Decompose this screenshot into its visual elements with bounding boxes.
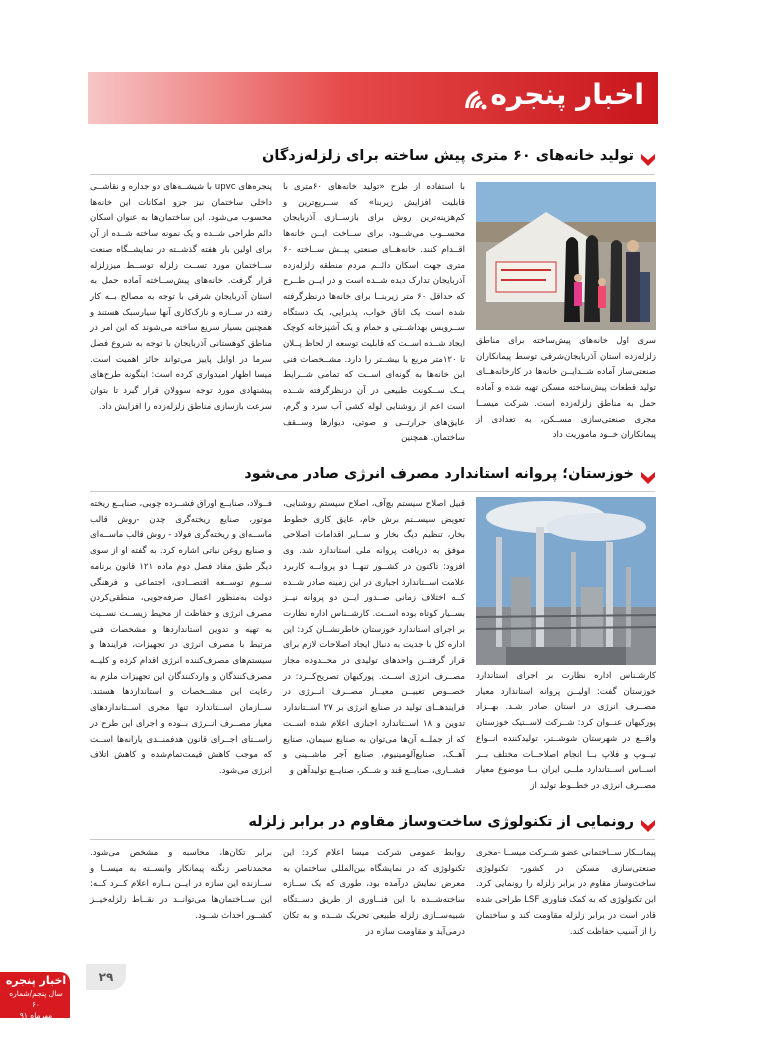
photo-caption: کارشـناس اداره نظارت بر اجرای استاندارد خوزستان گفت: اولیــن پروانه استاندارد معیار مصــرف انرژی در استان صادر شـد. بهــزاد پورکیهان عنــوان کرد: شــرکت لاســتیک خوزستان واقــع در شهرستان شوشــتر، تولیدکننده انــواع تیــوپ و فلاپ بــا انجام اصلاحــات مختلف بــر اســاس اســتاندارد ملــی ایران بــا موضوع معیار مصــرف انرژی در خطــوط تولید از [476,671,656,791]
article-title: رونمایی از تکنولوژی ساخت‌وساز مقاوم در برابر زلزله [248,814,634,830]
photo-caption: سری اول خانه‌های پیش‌ساخته برای مناطق زلزله‌زده استان آذربایجان‌شرقی توسط پیمانکاران صنعتی‌ساز آماده شــدایــن خانه‌ها در کارخانه‌هــای تولید قطعات پیش‌ساخته مسکن تهیه شده و آماده حمل به مناطق زلزله‌زده است. شرکت میســا مجری صنعتی‌سازی مســکن، به تعدادی از پیمانکاران خــود ماموریت داد [476,336,656,441]
photo-refinery [476,497,656,665]
divider [90,839,655,840]
article-column: با استفاده از طرح «تولید خانه‌های ۶۰متری با قابلیت افزایش زیربنا» که ســریع‌ترین و کم‌هزینه‌ترین روش برای بازســازی آذربایجان محســوب می‌شــود، برای ســاخت ایــن خانه‌ها اقــدام کنند. خانه‌هــای صنعتی پیــش ســاخته ۶۰ متری جهت اسکان دائــم مردم منطقه زلزله‌زده آذربایجان تدارک دیده شــده است و در ایــن طــرح که حداقل ۶۰ متر زیربنــا برای خانه‌ها درنظرگرفته شده است یک اتاق خواب، پذیرایی، یک دستگاه ســرویس بهداشــتی و حمام و یک آشپزخانه کوچک ایجاد شــده اســت که قابلیت توسعه از لحاظ پــلان تا ۱۲۰متر مربع یا بیشــتر را دارد. مشــخصات فنی این خانه‌ها به گونه‌ای اســت که تمامی شــرایط یــک ســکونت طبیعی در آن درنظرگرفته شــده است اعم از روشنایی لوله کشی آب سرد و گرم، عایق‌های حرارتــی و صوتی، دیوارها وســقف ساختمان. همچنین [283,182,465,444]
article-title: خوزستان؛ پروانه استاندارد مصرف انرژی صادر می‌شود [244,466,634,482]
footer-info [4,974,68,1021]
chevron-icon [640,470,656,486]
article-column: برابر تکان‌ها، محاسبه و مشخص می‌شود. محمدناصر زنگنه پیمانکار وابســته به میســا و ســازنده این سازه در ایــن بــاره اعلام کــرد کــه: این ســاختمان‌ها می‌توانــد در نقــاط زلزله‌خیــز کشــور احداث شــود. [90,848,272,921]
footer-magazine-name: اخبار پنجره [5,974,67,987]
chevron-icon [640,152,656,168]
footer-issue: سال پنجم/شماره ۶۰ [9,989,63,1009]
window-wave-icon [464,86,490,112]
footer-date: مهرماه ۹۱ [19,1011,53,1020]
chevron-icon [640,818,656,834]
article-title: تولید خانه‌های ۶۰ متری پیش ساخته برای زلزله‌زدگان [262,148,634,164]
divider [90,491,655,492]
page-number: ۲۹ [86,964,126,990]
header-title: اخبار پنجره [490,78,644,111]
article-column: پنجره‌های upvc با شیشــه‌های دو جداره و نقاشــی داخلی ساختمان نیز جزو امکانات این خانه‌ها محسوب می‌شود. این ساختمان‌ها به عنوان اسکان دائم طراحی شــده و یک نمونه ساخته شــده از آن برای اولین بار هفته گذشــته در نمایشــگاه صنعت ســاختمان مورد تســت زلزله توســط میززلزله قرار گرفت. خانه‌های پیش‌ســاخته آماده حمل به استان آذربایجان شرقی با توجه به مصالح بــه کار رفته در ســازه و نازک‌کاری آنها سیارسبک هستند و همچنین بسیار سریع ساخته می‌شوند که این امر در مناطق کوهستانی آذربایجان با توجه به شروع فصل سرما در اوایل پاییز می‌تواند حائز اهمیت است. میسا اظهار امیدواری کرده است: اینگونه طرح‌های پیشنهادی مورد توجه سوولان قرار گیرد تا بتوان سرعت بازسازی مناطق زلزله‌زده را افزایش داد. [90,182,272,412]
photo-women-tent [476,182,656,330]
divider [90,174,655,175]
article-column: قبیل اصلاح سیستم بچ‌آف، اصلاح سیستم روشنایی، تعویض سیســتم برش خام، عایق کاری خطوط بخار، تنظیم دیگ بخار و ســایر اقدامات اصلاحی موفق به دریافت پروانه ملی استاندارد شد. وی افزود: تاکنون در کشــور تنهــا دو پروانــه کاربرد علامت اســتاندارد اجباری در این زمینه صادر شــده کــه اختلاف زمانی صــدور ایــن دو پروانه نیــز بســیار کوتاه بوده اســت. کارشــناس اداره نظارت بر اجرای استاندارد خوزستان خاطرنشــان کرد: این اداره کل با جدیت به دنبال ایجاد اصلاحات لازم برای قرار گرفتــن واحدهای تولیدی در محــدوده مجاز مصــرف انرژی اســت. پورکیهان تصریح‌کــرد: در خصــوص تعییــن معیــار مصــرف انــرژی در فرایندهــای تولید در صنایع انرژی بر ۲۷ اســتاندارد تدوین و ۱۸ اســتاندارد اجباری اعلام شده اســت که از جملــه آن‌ها می‌توان به صنایع سیمان، صنایع آهــک، صنایع‌آلومینیوم، صنایع آجر ماشــینی و فشــاری، صنایــع قند و شــکر، صنایــع تولیدآهن و [283,499,465,776]
article-column: فــولاد، صنایــع اوراق فشــرده چوبی، صنایــع ریخته موتور، صنایع ریخته‌گری چدن -روش قالب ماســه‌ای و ریخته‌گری فولاد - روش قالب ماســه‌ای و صنایع روغن نباتی اشاره کرد. به گفته او از سوی دیگر طبق مفاد فصل دوم ماده ۱۲۱ قانون برنامه ســوم توســعه اقتصــادی، اجتماعی و فرهنگی دولت به‌منظور اعمال صرفه‌جویی، منطقی‌کردن مصرف انرژی و حفاظت از محیط زیســت نســبت به تهیه و تدوین استانداردها و مشخصات فنی مرتبط با مصرف انرژی در تجهیزات، فرایندها و سیستم‌های مصرف‌کننده انرژی اقدام کرده و کلیــه مصرف‌کنندگان و واردکنندگان این تجهیزات ملزم به رعایت این مشــخصات و استانداردها هستند. ســازمان اســتاندارد تنها مجری اســتانداردهای معیار مصــرف انــرژی بــوده و اجرای این طرح در راســتای اجــرای قانون هدفمنــدی یارانه‌ها اســت که موجب کاهش قیمت‌تمام‌شده و کاهش اتلاف انرژی می‌شود. [90,499,272,776]
article-column: پیمانــکار ســاختمانی عضو شــرکت میســا -مجری صنعتی‌سازی مسکن در کشور- تکنولوژی ساخت‌وساز مقاوم در برابر زلزله را رونمایی کرد. این تکنولوژی که به کمک فناوری LSF طراحی شده قادر است در برابر زلزله مقاومت کند و ساختمان را از آسیب حفاظت کند. [476,848,656,937]
article-column: روابط عمومی شرکت میسا اعلام کرد: این تکنولوژی که در نمایشگاه بین‌المللی ساختمان به معرض نمایش درآمده بود، طوری که یک ســازه ساخته‌شــده با این فنــاوری از طریق دســتگاه شبیه‌ســازی زلزله طبیعی تحریک شــده و به تکان درمی‌آید و مقاومت سازه در [283,848,465,937]
